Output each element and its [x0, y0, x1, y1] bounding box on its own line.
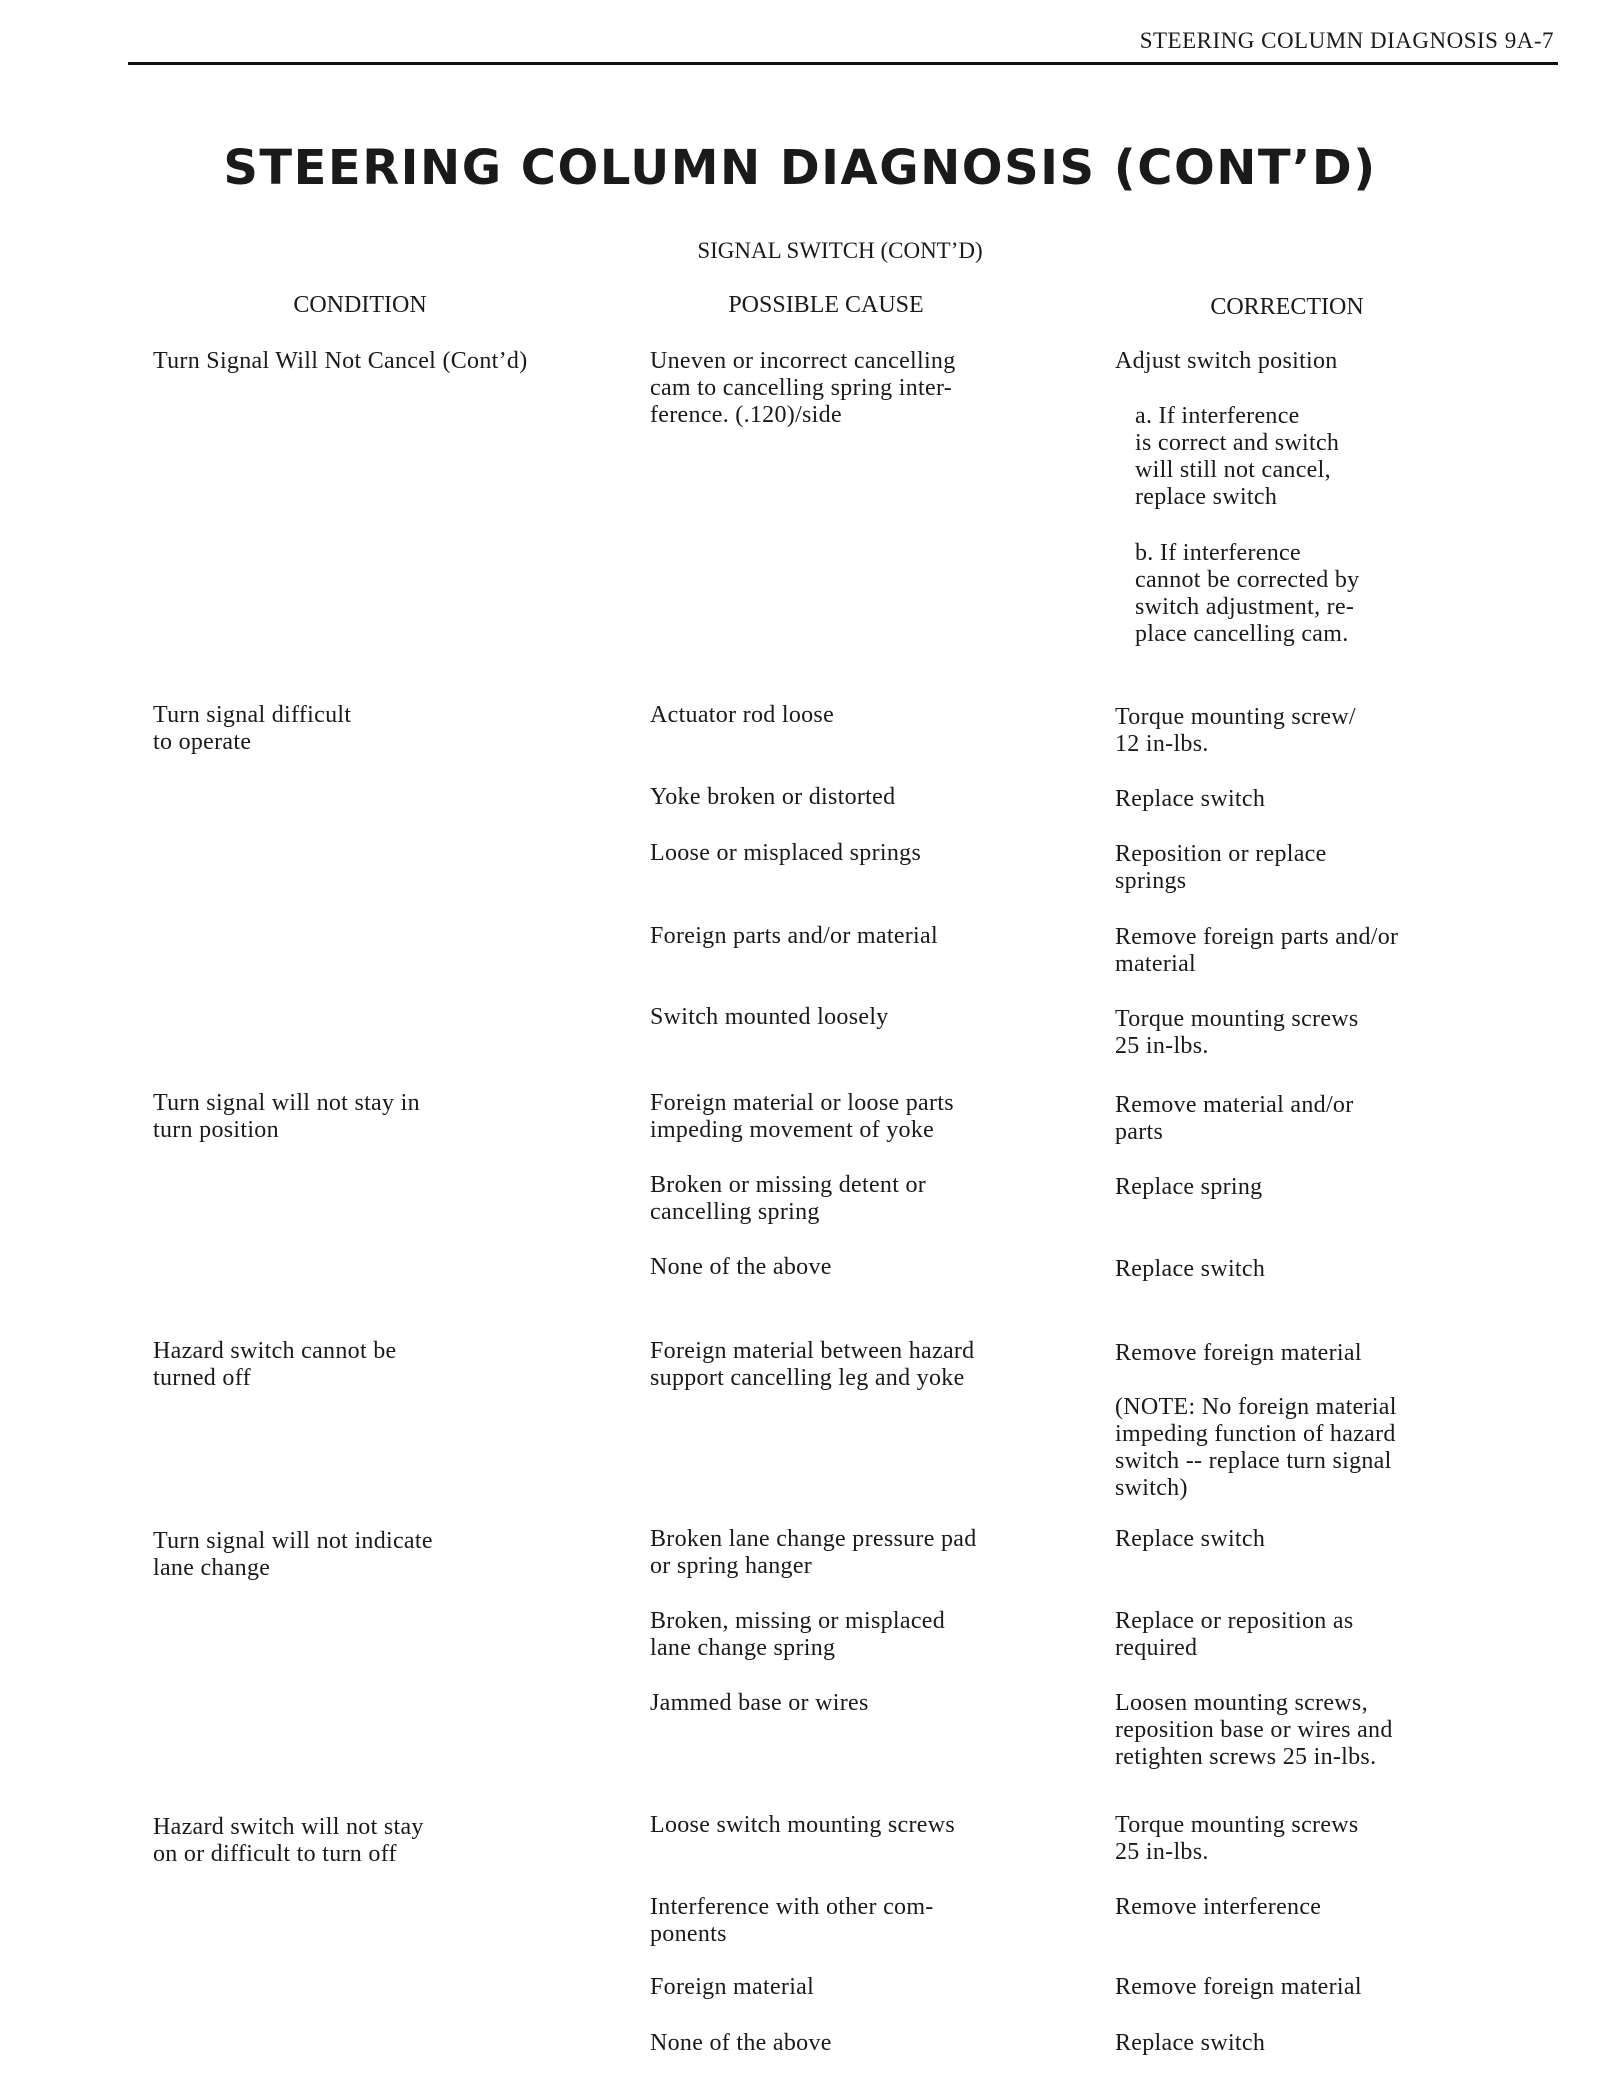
possible-cause-cell: Foreign material or loose parts impeding movement of yoke — [650, 1090, 954, 1143]
column-header-possible-cause: POSSIBLE CAUSE — [728, 292, 924, 318]
condition-cell: Turn signal difficult to operate — [153, 702, 352, 755]
section-subtitle: SIGNAL SWITCH (CONT’D) — [697, 238, 983, 263]
correction-cell: Replace spring — [1115, 1174, 1263, 1200]
possible-cause-cell: Loose switch mounting screws — [650, 1812, 956, 1838]
possible-cause-cell: Uneven or incorrect cancelling cam to cancelling spring inter- ference. (.120)/side — [650, 348, 956, 428]
page-title: STEERING COLUMN DIAGNOSIS (CONT’D) — [223, 140, 1377, 196]
correction-cell: Remove material and/or parts — [1115, 1092, 1354, 1145]
correction-cell: Replace switch — [1115, 1526, 1266, 1552]
possible-cause-cell: Foreign material between hazard support cancelling leg and yoke — [650, 1338, 975, 1391]
possible-cause-cell: Interference with other com- ponents — [650, 1894, 934, 1947]
correction-cell: Remove foreign material — [1115, 1340, 1362, 1366]
possible-cause-cell: Broken or missing detent or cancelling spring — [650, 1172, 927, 1225]
correction-cell: Reposition or replace springs — [1115, 841, 1327, 894]
possible-cause-cell: Jammed base or wires — [650, 1690, 869, 1716]
correction-cell: Remove foreign parts and/or material — [1115, 924, 1399, 977]
correction-cell: Replace switch — [1115, 786, 1266, 812]
correction-cell: Replace switch — [1115, 1256, 1266, 1282]
correction-cell: Remove foreign material — [1115, 1974, 1362, 2000]
condition-cell: Turn Signal Will Not Cancel (Cont’d) — [153, 348, 528, 374]
header-rule — [128, 62, 1558, 65]
possible-cause-cell: Yoke broken or distorted — [650, 784, 896, 810]
correction-cell: a. If interference is correct and switch will still not cancel, replace switch — [1135, 403, 1340, 510]
possible-cause-cell: Foreign material — [650, 1974, 815, 2000]
condition-cell: Hazard switch cannot be turned off — [153, 1338, 397, 1391]
possible-cause-cell: Switch mounted loosely — [650, 1004, 889, 1030]
possible-cause-cell: None of the above — [650, 2030, 832, 2056]
column-header-correction: CORRECTION — [1210, 294, 1364, 320]
condition-cell: Turn signal will not indicate lane change — [153, 1528, 433, 1581]
possible-cause-cell: None of the above — [650, 1254, 832, 1280]
possible-cause-cell: Broken, missing or misplaced lane change spring — [650, 1608, 946, 1661]
correction-cell: Replace switch — [1115, 2030, 1266, 2056]
possible-cause-cell: Foreign parts and/or material — [650, 923, 938, 949]
column-header-condition: CONDITION — [293, 292, 427, 318]
possible-cause-cell: Loose or misplaced springs — [650, 840, 922, 866]
condition-cell: Hazard switch will not stay on or difficult to turn off — [153, 1814, 424, 1867]
possible-cause-cell: Broken lane change pressure pad or spring hanger — [650, 1526, 977, 1579]
correction-cell: b. If interference cannot be corrected by switch adjustment, re- place cancelling cam. — [1135, 540, 1360, 647]
correction-cell: Replace or reposition as required — [1115, 1608, 1354, 1661]
correction-cell: Torque mounting screws 25 in-lbs. — [1115, 1812, 1359, 1865]
correction-cell: (NOTE: No foreign material impeding function of hazard switch -- replace turn signal switch) — [1115, 1394, 1397, 1501]
correction-cell: Torque mounting screw/ 12 in-lbs. — [1115, 704, 1356, 757]
condition-cell: Turn signal will not stay in turn position — [153, 1090, 420, 1143]
correction-cell: Loosen mounting screws, reposition base or wires and retighten screws 25 in-lbs. — [1115, 1690, 1393, 1770]
correction-cell: Remove interference — [1115, 1894, 1322, 1920]
correction-cell: Torque mounting screws 25 in-lbs. — [1115, 1006, 1359, 1059]
possible-cause-cell: Actuator rod loose — [650, 702, 835, 728]
correction-cell: Adjust switch position — [1115, 348, 1338, 374]
running-head: STEERING COLUMN DIAGNOSIS 9A-7 — [1139, 28, 1554, 53]
